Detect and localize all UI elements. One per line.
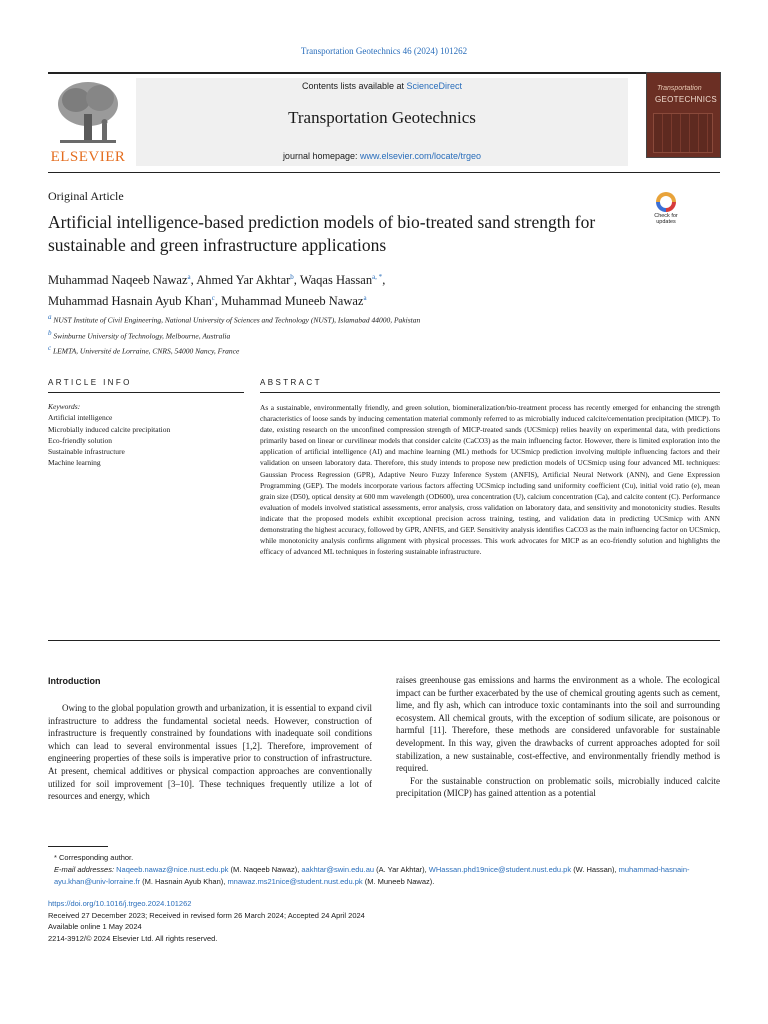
received-dates: Received 27 December 2023; Received in revised form 26 March 2024; Accepted 24 April 2024 bbox=[48, 910, 365, 920]
abstract-text: As a sustainable, environmentally friendly, and green solution, biomineralization/bio-treatment process has recently emerged for enhancing the strength characteristics of loose sands by inducing cementation material commonly referred to as microbially induced calcite/cementation precipitation (MICP). To date, existing research on the unconfined compression strength of MICP-treated sands (UCSmicp) relies heavily on experimental data, with predictions primarily based on linear or curvilinear models that consider calcite (CaCO3) as the main influencing factor. However, there is limited exploration into the application of artificial intelligence (AI) and machine learning (ML) methods for UCSmicp prediction involving multiple influencing factors and their validation on unseen laboratory data. Therefore, this study intends to propose new prediction models of UCSmicp using four advanced ML techniques: Gaussian Process Regression (GPR), Adaptive Neuro Fuzzy Inference System (ANFIS), Artificial Neural Network (ANN), and Gene Expression Programming (GEP). The models incorporate various factors affecting UCSmicp including sand uniformity coefficient (Cu), initial void ratio (e), mean grain size (D50), optical density at 600 mm wavelength (OD600), urea concentration (U), calcium concentration (Ca), and calcite content (C). Performance evaluation of models involved statistical assessments, error analysis, cross validation on laboratory data, and sensitivity and monotonicity studies. Results indicate that the proposed models exhibit exceptional precision across training, testing, and validation data in predicting UCSmicp with ANN demonstrating the highest accuracy, followed by GPR, ANFIS, and GEP. Sensitivity analysis identifies CaCO3 as the main influencing factor on UCSmicp, while monotonicity analysis confirms alignment with physical processes. This work advocates for MICP as an eco-friendly solution and highlights the efficacy of advanced ML techniques in fostering sustainable infrastructure. bbox=[260, 403, 720, 557]
email-link[interactable]: mnawaz.ms21nice@student.nust.edu.pk bbox=[227, 877, 363, 886]
email-link[interactable]: muhammad-hasnain-ayu.khan@univ-lorraine.fr bbox=[54, 865, 690, 886]
email-link[interactable]: WHassan.phd19nice@student.nust.edu.pk bbox=[428, 865, 572, 874]
article-info-heading: ARTICLE INFO bbox=[48, 378, 132, 387]
author-name[interactable]: Muhammad Muneeb Nawaz bbox=[221, 294, 364, 309]
email-link[interactable]: aakhtar@swin.edu.au bbox=[301, 865, 375, 874]
keywords-label: Keywords: bbox=[48, 402, 81, 411]
author-affil-sup[interactable]: b bbox=[290, 273, 294, 281]
article-title: Artificial intelligence-based prediction models of bio-treated sand strength for sustainable and green infrastructure applications bbox=[48, 212, 596, 255]
cover-title-line2: GEOTECHNICS bbox=[655, 95, 717, 104]
author-affil-sup[interactable]: a, * bbox=[372, 273, 383, 281]
elsevier-logo bbox=[50, 78, 126, 166]
footnote-divider bbox=[48, 846, 108, 847]
email-label: E-mail addresses: bbox=[54, 865, 115, 874]
sciencedirect-link[interactable]: ScienceDirect bbox=[406, 81, 463, 91]
body-column-left bbox=[48, 702, 372, 803]
corresponding-author-note: * Corresponding author. bbox=[54, 853, 134, 862]
affiliation-item: $^b$ Swinburne University of Technology, Melbourne, Australia bbox=[48, 328, 231, 340]
keyword-item: Sustainable infrastructure bbox=[48, 447, 125, 457]
homepage-line bbox=[136, 151, 628, 161]
divider bbox=[48, 640, 720, 641]
journal-name: Transportation Geotechnics bbox=[288, 108, 476, 127]
body-column-right bbox=[396, 674, 720, 800]
author-name[interactable]: Waqas Hassan bbox=[299, 273, 373, 288]
check-updates-icon bbox=[656, 192, 676, 212]
author-name[interactable]: Ahmed Yar Akhtar bbox=[196, 273, 291, 288]
affiliation-item: $^a$ NUST Institute of Civil Engineering, National University of Sciences and Technology (NUST), Islamabad 44000, Pakistan bbox=[48, 313, 421, 325]
article-type: Original Article bbox=[48, 189, 124, 203]
author-list: Muhammad Naqeeb Nawaz$^a$, Ahmed Yar Akhtar$^b$, Waqas Hassan$^{a, *}$, Muhammad Hasnain Ayub Khan$^c$, Muhammad Muneeb Nawaz$^a$ bbox=[48, 273, 386, 309]
abstract-heading: ABSTRACT bbox=[260, 378, 322, 387]
footnotes bbox=[48, 852, 720, 888]
keyword-item: Eco-friendly solution bbox=[48, 435, 112, 445]
elsevier-tree-icon bbox=[50, 78, 126, 148]
publication-info bbox=[48, 898, 720, 944]
masthead bbox=[136, 78, 628, 166]
running-head[interactable]: Transportation Geotechnics 46 (2024) 101262 bbox=[300, 46, 468, 56]
body-paragraph: For the sustainable construction on problematic soils, microbially induced calcite precipitation (MICP) has gained attention as a potential bbox=[396, 775, 720, 799]
keyword-item: Machine learning bbox=[48, 458, 101, 468]
keyword-item: Microbially induced calcite precipitation bbox=[48, 424, 171, 434]
copyright: 2214-3912/© 2024 Elsevier Ltd. All rights reserved. bbox=[48, 933, 218, 943]
author-affil-sup[interactable]: c bbox=[211, 294, 215, 303]
section-heading-introduction: Introduction bbox=[48, 676, 101, 686]
author-affil-sup[interactable]: a bbox=[187, 273, 191, 281]
check-for-updates-button[interactable] bbox=[644, 192, 688, 228]
journal-cover-thumbnail[interactable] bbox=[646, 72, 721, 158]
cover-title-line1: Transportation bbox=[657, 85, 702, 92]
journal-homepage-link[interactable]: www.elsevier.com/locate/trgeo bbox=[360, 151, 482, 161]
author-name[interactable]: Muhammad Naqeeb Nawaz bbox=[48, 273, 188, 288]
affiliations bbox=[48, 311, 420, 358]
keyword-item: Artificial intelligence bbox=[48, 413, 113, 423]
email-link[interactable]: Naqeeb.nawaz@nice.nust.edu.pk bbox=[116, 865, 229, 874]
available-online: Available online 1 May 2024 bbox=[48, 922, 142, 931]
keywords-block bbox=[48, 401, 244, 469]
divider bbox=[48, 392, 244, 393]
author-affil-sup[interactable]: a bbox=[363, 294, 367, 303]
author-name[interactable]: Muhammad Hasnain Ayub Khan bbox=[48, 294, 212, 309]
affiliation-item: $^c$ LEMTA, Université de Lorraine, CNRS, 54000 Nancy, France bbox=[48, 344, 240, 356]
check-updates-label: Check for updates bbox=[654, 213, 678, 225]
cover-artwork bbox=[653, 113, 713, 153]
email-addresses: E-mail addresses: Naqeeb.nawaz@nice.nust.edu.pk (M. Naqeeb Nawaz), aakhtar@swin.edu.au (A. Yar Akhtar), WHassan.phd19nice@student.nust.edu.pk (W. Hassan), muhammad-hasnain-ayu.khan@univ-lorraine.fr (M. Hasnain Ayub Khan), mnawaz.ms21nice@student.nust.edu.pk (M. Muneeb Nawaz). bbox=[54, 865, 690, 886]
publisher-name: ELSEVIER bbox=[50, 149, 126, 165]
doi-link[interactable]: https://doi.org/10.1016/j.trgeo.2024.101262 bbox=[48, 899, 192, 908]
body-paragraph: raises greenhouse gas emissions and harms the environment as a whole. The ecological impact can be further exacerbated by the use of chemical grouting agents such as cement, lime, and fly ash, which can introduce toxic contaminants into the soil and surrounding ecosystem. All chemical grouts, with the exception of sodium silicate, are poisonous or harmful [11]. Therefore, these methods are considered unfavorable for sustainable development. In this way, given the drawbacks of current approaches adopted for soil stabilization, a new sustainable, cost-effective, and environmentally friendly method is required. bbox=[396, 675, 720, 774]
contents-line bbox=[136, 81, 628, 91]
contents-prefix: Contents lists available at bbox=[301, 81, 407, 91]
divider bbox=[260, 392, 720, 393]
body-paragraph: Owing to the global population growth and urbanization, it is essential to expand civil infrastructure to address the fundamental societal needs. However, construction of infrastructure is frequently constrained by foundations with inadequate soil conditions which can lead to several environmental issues [1,2]. Therefore, improvement of engineering properties of these soils is imperative prior to construction of infrastructure. At present, chemical additives or physical compaction approaches are conventionally utilized for soil improvement [3–10]. These techniques frequently utilize a lot of resources and energy, which bbox=[48, 703, 372, 802]
homepage-prefix: journal homepage: bbox=[282, 151, 360, 161]
